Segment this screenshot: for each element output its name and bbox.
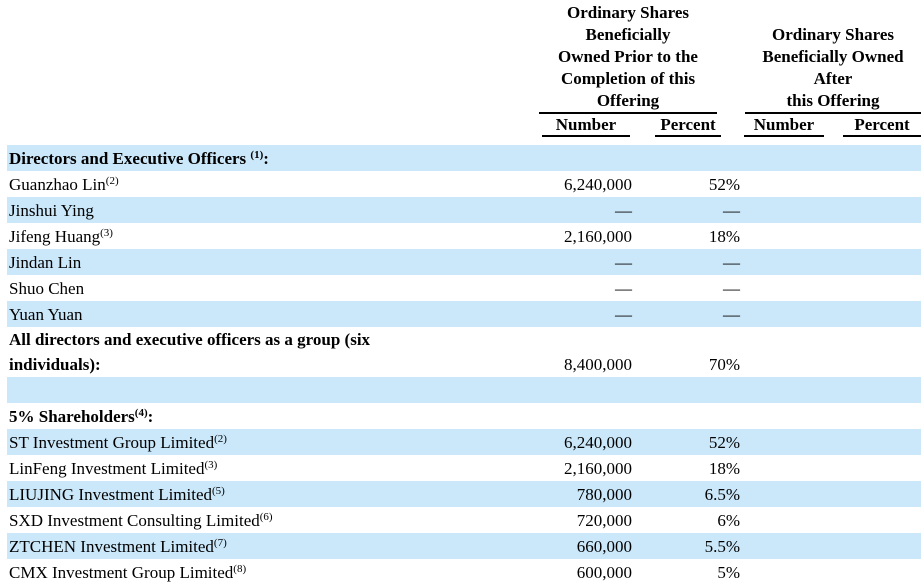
- row-label: [7, 377, 535, 403]
- number-prior-value: —: [615, 305, 632, 324]
- row-label: ZTCHEN Investment Limited$^{(7)}$: [9, 537, 227, 556]
- percent-prior-value: [632, 377, 740, 403]
- number-after-value: [740, 377, 828, 403]
- footnote-ref: (3): [100, 227, 113, 239]
- col-group-title-line: After: [813, 69, 853, 88]
- table-row: [7, 481, 921, 507]
- percent-after-value: [828, 249, 921, 275]
- row-label: Jifeng Huang$^{(3)}$: [9, 227, 113, 246]
- percent-prior-value: 6%: [717, 511, 740, 530]
- col-group-title-line: Offering: [596, 91, 660, 110]
- table-row: [7, 249, 921, 275]
- number-prior-value: 2,160,000: [564, 227, 632, 246]
- number-after-value: [740, 559, 828, 585]
- number-after-value: [740, 223, 828, 249]
- number-after-value: [740, 249, 828, 275]
- number-after-value: [740, 403, 828, 429]
- number-prior-value: —: [615, 201, 632, 220]
- col-group-after-cell: [740, 0, 921, 114]
- footnote-ref: (2): [105, 175, 119, 187]
- percent-after-value: [828, 559, 921, 585]
- table-row: [7, 275, 921, 301]
- number-prior-value: 8,400,000: [564, 355, 632, 374]
- number-prior-value: 720,000: [576, 511, 632, 530]
- col-group-prior-cell: [535, 0, 740, 114]
- number-after-value: [740, 429, 828, 455]
- row-label: Shuo Chen: [9, 279, 85, 298]
- row-label: Jindan Lin: [9, 253, 82, 272]
- header-spacer-cell: [7, 0, 535, 114]
- footnote-ref: (8): [233, 563, 247, 575]
- row-label: Directors and Executive Officers $^{(1)}$:: [9, 149, 269, 168]
- percent-prior-value: 6.5%: [704, 485, 740, 504]
- table-row: [7, 223, 921, 249]
- number-prior-value: —: [615, 253, 632, 272]
- footnote-ref: (7): [213, 537, 227, 549]
- table-row: [7, 403, 921, 429]
- percent-after-value: [828, 481, 921, 507]
- table-row: [7, 197, 921, 223]
- number-after-value: [740, 455, 828, 481]
- row-label: LIUJING Investment Limited$^{(5)}$: [9, 485, 225, 504]
- column-header-percent-after: Percent: [843, 115, 921, 137]
- number-prior-value: 600,000: [576, 563, 632, 582]
- row-label: SXD Investment Consulting Limited$^{(6)}$: [9, 511, 273, 530]
- percent-after-value: [828, 455, 921, 481]
- column-group-header-row: [7, 0, 921, 114]
- percent-prior-value: 52%: [708, 433, 740, 452]
- percent-prior-value: [632, 145, 740, 171]
- percent-after-value: [828, 327, 921, 377]
- percent-prior-value: 52%: [708, 175, 740, 194]
- footnote-ref: (4): [134, 407, 148, 419]
- percent-after-value: [828, 533, 921, 559]
- col-group-after-title: [745, 24, 921, 114]
- column-header-number-after: Number: [744, 115, 824, 137]
- percent-prior-value: 18%: [708, 227, 740, 246]
- percent-after-value: [828, 171, 921, 197]
- number-after-value: [740, 145, 828, 171]
- sub-header-spacer-cell: [7, 114, 535, 145]
- percent-prior-header-cell: [632, 114, 740, 145]
- number-prior-value: —: [615, 279, 632, 298]
- percent-prior-value: —: [723, 253, 740, 272]
- table-row: [7, 559, 921, 585]
- table-row: [7, 533, 921, 559]
- number-prior-value: [535, 377, 632, 403]
- percent-after-value: [828, 377, 921, 403]
- table-row: [7, 145, 921, 171]
- number-prior-header-cell: [535, 114, 632, 145]
- col-group-title-line: Owned Prior to the: [558, 47, 698, 66]
- percent-after-value: [828, 145, 921, 171]
- number-prior-value: 660,000: [576, 537, 632, 556]
- row-label: Yuan Yuan: [9, 305, 83, 324]
- number-after-header-cell: [740, 114, 828, 145]
- number-prior-value: 6,240,000: [564, 175, 632, 194]
- number-after-value: [740, 301, 828, 327]
- percent-after-value: [828, 197, 921, 223]
- number-after-value: [740, 481, 828, 507]
- percent-after-header-cell: [828, 114, 921, 145]
- col-group-title-line: this Offering: [786, 91, 880, 110]
- percent-after-value: [828, 275, 921, 301]
- number-after-value: [740, 327, 828, 377]
- number-prior-value: [535, 145, 632, 171]
- col-group-title-line: Completion of this: [560, 69, 696, 88]
- table-row: [7, 455, 921, 481]
- col-group-prior-title: [539, 2, 717, 114]
- footnote-ref: (5): [212, 485, 225, 497]
- row-label: 5% Shareholders$^{(4)}$:: [9, 407, 154, 426]
- beneficial-ownership-table: [7, 0, 921, 585]
- percent-prior-value: 5.5%: [704, 537, 740, 556]
- table-header: [7, 0, 921, 145]
- row-label: Jinshui Ying: [9, 201, 94, 220]
- number-prior-value: 780,000: [576, 485, 632, 504]
- number-after-value: [740, 275, 828, 301]
- number-after-value: [740, 533, 828, 559]
- percent-after-value: [828, 403, 921, 429]
- number-after-value: [740, 197, 828, 223]
- number-prior-value: [535, 403, 632, 429]
- table-row: [7, 507, 921, 533]
- percent-after-value: [828, 301, 921, 327]
- percent-after-value: [828, 507, 921, 533]
- table-row: [7, 327, 921, 377]
- percent-prior-value: 18%: [708, 459, 740, 478]
- col-group-title-line: Ordinary Shares: [566, 3, 689, 22]
- number-prior-value: 2,160,000: [564, 459, 632, 478]
- table-row: [7, 429, 921, 455]
- column-header-number-prior: Number: [542, 115, 630, 137]
- row-label: Guanzhao Lin$^{(2)}$: [9, 175, 119, 194]
- percent-prior-value: 5%: [717, 563, 740, 582]
- percent-prior-value: 70%: [708, 355, 740, 374]
- column-header-percent-prior: Percent: [655, 115, 721, 137]
- row-label: LinFeng Investment Limited$^{(3)}$: [9, 459, 218, 478]
- percent-prior-value: —: [723, 305, 740, 324]
- col-group-title-line: Beneficially Owned: [762, 47, 904, 66]
- table-row: [7, 377, 921, 403]
- sub-header-row: [7, 114, 921, 145]
- row-label: ST Investment Group Limited$^{(2)}$: [9, 433, 227, 452]
- percent-prior-value: —: [723, 201, 740, 220]
- footnote-ref: (1): [250, 149, 264, 161]
- percent-prior-value: [632, 403, 740, 429]
- col-group-title-line: Ordinary Shares: [771, 25, 894, 44]
- table-row: [7, 171, 921, 197]
- table-row: [7, 301, 921, 327]
- col-group-title-line: Beneficially: [585, 25, 671, 44]
- number-after-value: [740, 171, 828, 197]
- percent-after-value: [828, 429, 921, 455]
- footnote-ref: (3): [204, 459, 218, 471]
- table-body: [7, 145, 921, 585]
- footnote-ref: (6): [259, 511, 273, 523]
- percent-after-value: [828, 223, 921, 249]
- percent-prior-value: —: [723, 279, 740, 298]
- footnote-ref: (2): [214, 433, 227, 445]
- row-label: All directors and executive officers as a group (six individuals):: [9, 330, 371, 374]
- number-after-value: [740, 507, 828, 533]
- number-prior-value: 6,240,000: [564, 433, 632, 452]
- row-label: CMX Investment Group Limited$^{(8)}$: [9, 563, 247, 582]
